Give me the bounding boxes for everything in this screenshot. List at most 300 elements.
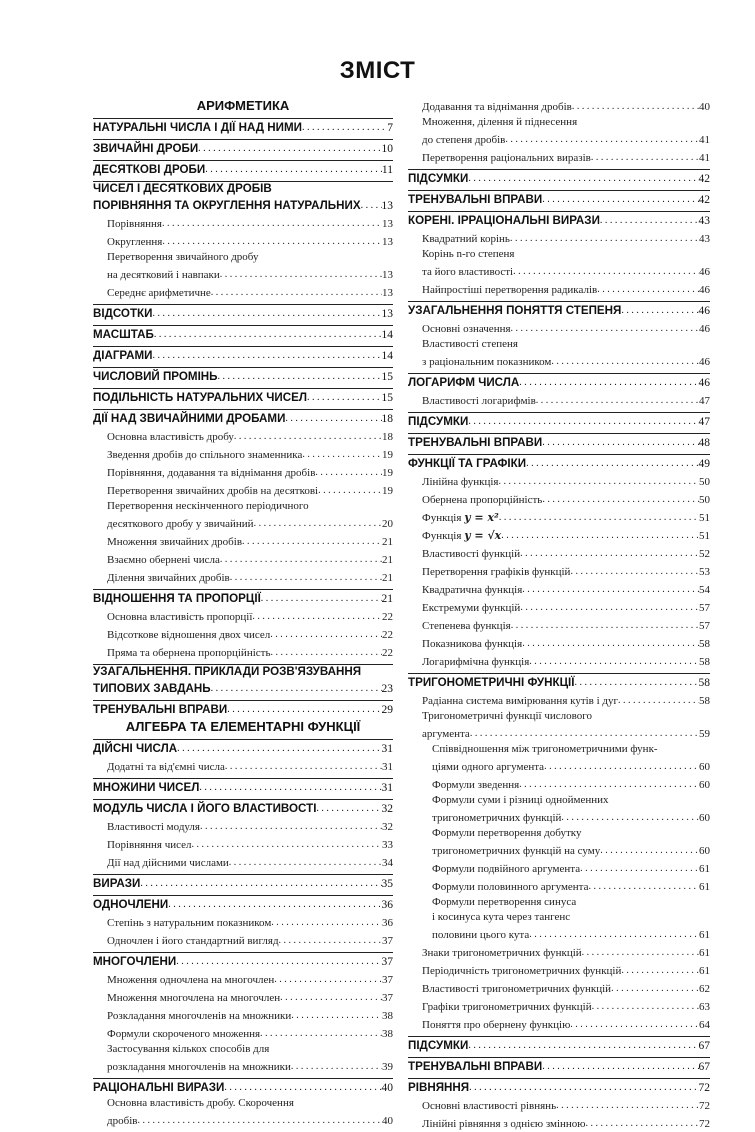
page-number: 62 (699, 983, 710, 995)
page-number: 14 (381, 350, 393, 362)
toc-subentry[interactable] (93, 625, 393, 643)
toc-subentry[interactable] (93, 532, 393, 550)
toc-entry-title: Перетворення звичайних дробів на десяткові (107, 485, 319, 497)
page-number: 11 (381, 164, 393, 176)
toc-heading-entry[interactable] (93, 118, 393, 136)
page-number: 57 (699, 620, 710, 632)
toc-subentry[interactable] (408, 859, 710, 877)
toc-subentry[interactable] (408, 808, 710, 826)
page-number: 22 (382, 611, 393, 623)
page-number: 48 (698, 437, 710, 449)
page-number: 46 (699, 266, 710, 278)
page-number: 13 (382, 269, 393, 281)
dot-leader (470, 726, 699, 742)
dot-leader (618, 693, 699, 709)
toc-entry-title: Обернена пропорційність (422, 494, 543, 506)
toc-subentry[interactable] (93, 643, 393, 661)
dot-leader (582, 945, 699, 961)
dot-leader (302, 447, 382, 463)
dot-leader (205, 162, 382, 178)
dot-leader (570, 1017, 699, 1033)
page-number: 15 (381, 392, 393, 404)
page-number: 19 (382, 449, 393, 461)
formula: y = √x (464, 529, 502, 542)
toc-subentry[interactable] (93, 607, 393, 625)
toc-entry-title: Найпростіші перетворення радикалів (422, 284, 598, 296)
toc-entry-title: до степеня дробів (422, 134, 506, 146)
toc-heading-entry[interactable] (408, 433, 710, 451)
toc-subentry[interactable] (93, 1111, 393, 1129)
page-number: 18 (382, 431, 393, 443)
dot-leader (572, 99, 699, 115)
page-number: 39 (382, 1061, 393, 1073)
toc-entry-title: Радіанна система вимірювання кутів і дуг (422, 695, 619, 707)
toc-entry-title: Ділення звичайних дробів (107, 572, 230, 584)
toc-subentry[interactable] (408, 1114, 710, 1132)
toc-entry-title: ПІДСУМКИ (408, 415, 469, 428)
toc-subentry[interactable] (93, 550, 393, 568)
toc-subentry[interactable] (93, 481, 393, 499)
toc-entry-title: аргумента (422, 728, 470, 740)
dot-leader (153, 348, 382, 364)
toc-subentry[interactable] (408, 691, 710, 709)
toc-entry-line: Перетворення звичайного дробу (107, 251, 259, 263)
page-number: 46 (698, 377, 710, 389)
toc-entry-title: Властивості функцій (422, 548, 521, 560)
toc-subentry[interactable] (93, 913, 393, 931)
toc-entry-title: ТРЕНУВАЛЬНІ ВПРАВИ (93, 703, 228, 716)
toc-heading-entry[interactable] (408, 169, 710, 187)
toc-entry-line: і косинуса кута через тангенс (432, 911, 571, 923)
dot-leader (218, 369, 382, 385)
toc-entry-title: Множення многочлена на многочлен (107, 992, 281, 1004)
dot-leader (162, 216, 382, 232)
page-number: 72 (699, 1100, 710, 1112)
toc-entry-title: ТРИГОНОМЕТРИЧНІ ФУНКЦІЇ (408, 676, 575, 689)
toc-heading-entry[interactable] (408, 190, 710, 208)
toc-entry-line: Тригонометричні функції числового (422, 710, 592, 722)
toc-subentry[interactable] (408, 775, 710, 793)
toc-subentry[interactable] (408, 724, 710, 742)
toc-heading-entry[interactable] (93, 346, 393, 364)
page-number: 61 (699, 947, 710, 959)
dot-leader (154, 327, 382, 343)
toc-subentry[interactable] (93, 817, 393, 835)
page-number: 13 (381, 200, 393, 212)
toc-subentry[interactable] (408, 652, 710, 670)
toc-subentry[interactable] (93, 514, 393, 532)
toc-subentry[interactable] (408, 526, 710, 544)
page-number: 61 (699, 863, 710, 875)
dot-leader (316, 801, 381, 817)
toc-entry-title: Основні означення (422, 323, 511, 335)
toc-entry-title: Множення звичайних дробів (107, 536, 243, 548)
toc-heading-entry[interactable] (93, 778, 393, 796)
dot-leader (621, 963, 699, 979)
dot-leader (511, 618, 699, 634)
toc-heading-entry[interactable] (408, 1078, 710, 1096)
toc-subentry[interactable] (93, 427, 393, 445)
dot-leader (510, 231, 699, 247)
toc-entry-title: ТИПОВИХ ЗАВДАНЬ (93, 682, 211, 695)
toc-heading-entry[interactable] (93, 700, 393, 718)
dot-leader (199, 780, 381, 796)
toc-subentry[interactable] (408, 391, 710, 409)
toc-subentry[interactable] (408, 841, 710, 859)
toc-subentry[interactable] (408, 262, 710, 280)
dot-leader (274, 972, 382, 988)
toc-entry-title: Перетворення графіків функцій (422, 566, 571, 578)
toc-entry-title: Функція y = x² (422, 511, 499, 524)
toc-entry-title: Взаємно обернені числа (107, 554, 220, 566)
dot-leader (600, 843, 699, 859)
toc-subentry[interactable] (408, 508, 710, 526)
page-number: 40 (381, 1082, 393, 1094)
page-number: 58 (699, 695, 710, 707)
toc-entry-title: Логарифмічна функція (422, 656, 530, 668)
dot-leader (177, 741, 381, 757)
toc-heading-entry[interactable] (93, 1078, 393, 1096)
dot-leader (211, 681, 382, 697)
dot-leader (574, 675, 698, 691)
page-number: 31 (381, 743, 393, 755)
page-number: 22 (382, 647, 393, 659)
toc-heading-entry[interactable] (408, 211, 710, 229)
toc-entry-title: ПІДСУМКИ (408, 172, 469, 185)
toc-entry-title: МНОГОЧЛЕНИ (93, 955, 177, 968)
page-number: 37 (382, 974, 393, 986)
toc-entry-title: Середнє арифметичне (107, 287, 211, 299)
page-number: 52 (699, 548, 710, 560)
page-number: 50 (699, 494, 710, 506)
dot-leader (271, 915, 382, 931)
toc-entry-title: Степінь з натуральним показником (107, 917, 272, 929)
toc-column-right (408, 97, 710, 1132)
toc-subentry[interactable] (408, 979, 710, 997)
page-number: 40 (382, 1115, 393, 1127)
page-number: 46 (699, 323, 710, 335)
page-number: 51 (699, 530, 710, 542)
toc-heading-entry[interactable] (408, 1036, 710, 1054)
dot-leader (499, 510, 699, 526)
dot-leader (597, 282, 699, 298)
dot-leader (592, 999, 699, 1015)
toc-entry-title: Основні властивості рівнянь (422, 1100, 557, 1112)
toc-entry-line: Властивості степеня (422, 338, 518, 350)
page-number: 46 (699, 356, 710, 368)
toc-subentry[interactable] (408, 877, 710, 895)
toc-entry-title: ЧИСЛОВИЙ ПРОМІНЬ (93, 370, 218, 383)
page-number: 58 (698, 677, 710, 689)
page-number: 13 (382, 287, 393, 299)
dot-leader (501, 528, 699, 544)
toc-subentry[interactable] (408, 130, 710, 148)
toc-heading-entry[interactable] (408, 373, 710, 391)
page-number: 60 (699, 845, 710, 857)
dot-leader (522, 582, 699, 598)
toc-subentry[interactable] (408, 598, 710, 616)
toc-entry-line: ЧИСЕЛ І ДЕСЯТКОВИХ ДРОБІВ (93, 181, 393, 196)
page-number: 61 (699, 881, 710, 893)
page-number: 67 (698, 1040, 710, 1052)
page-number: 42 (698, 194, 710, 206)
toc-subentry[interactable] (408, 1015, 710, 1033)
toc-entry-title: розкладання многочленів на множники (107, 1061, 291, 1073)
toc-subentry[interactable] (408, 229, 710, 247)
toc-subentry[interactable] (93, 835, 393, 853)
toc-entry-title: Показникова функція (422, 638, 523, 650)
dot-leader (152, 306, 381, 322)
toc-entry-title: ДЕСЯТКОВІ ДРОБИ (93, 163, 206, 176)
toc-subentry[interactable] (93, 970, 393, 988)
page-number: 37 (382, 992, 393, 1004)
dot-leader (198, 141, 381, 157)
toc-subentry[interactable] (408, 580, 710, 598)
toc-entry-title: Лінійні рівняння з однією змінною (422, 1118, 586, 1130)
toc-entry-title: ВИРАЗИ (93, 877, 141, 890)
toc-subentry[interactable] (408, 925, 710, 943)
toc-heading-entry[interactable] (93, 196, 393, 214)
toc-entry-title: та його властивості (422, 266, 514, 278)
toc-heading-entry[interactable] (93, 325, 393, 343)
dot-leader (176, 954, 381, 970)
dot-leader (542, 1059, 698, 1075)
dot-leader (225, 759, 382, 775)
dot-leader (468, 171, 698, 187)
toc-heading-entry[interactable] (93, 679, 393, 697)
toc-subentry[interactable] (408, 472, 710, 490)
toc-entry-title: МАСШТАБ (93, 328, 154, 341)
toc-entry-title: Формули скороченого множення (107, 1028, 261, 1040)
dot-leader (254, 516, 382, 532)
toc-subentry[interactable] (408, 943, 710, 961)
toc-heading-entry[interactable] (93, 388, 393, 406)
dot-leader (513, 264, 699, 280)
toc-column-left (93, 97, 393, 1129)
toc-heading-entry[interactable] (408, 412, 710, 430)
dot-leader (519, 777, 699, 793)
toc-heading-entry[interactable] (408, 1057, 710, 1075)
dot-leader (270, 627, 382, 643)
dot-leader (234, 429, 382, 445)
toc-entry-title: Додавання та віднімання дробів (422, 101, 572, 113)
dot-leader (519, 375, 698, 391)
page-number: 36 (381, 899, 393, 911)
page-number: 46 (698, 305, 710, 317)
toc-subentry[interactable] (93, 1024, 393, 1042)
dot-leader (229, 855, 382, 871)
page-number: 58 (699, 656, 710, 668)
page-number: 64 (699, 1019, 710, 1031)
page-number: 21 (382, 572, 393, 584)
toc-heading-entry[interactable] (93, 160, 393, 178)
toc-subentry[interactable] (408, 616, 710, 634)
page-number: 13 (381, 308, 393, 320)
dot-leader (227, 702, 381, 718)
dot-leader (291, 1059, 382, 1075)
dot-leader (162, 234, 382, 250)
toc-entry-title: ЗВИЧАЙНІ ДРОБИ (93, 142, 199, 155)
toc-subentry[interactable] (93, 988, 393, 1006)
toc-entry-title: Пряма та обернена пропорційність (107, 647, 271, 659)
dot-leader (529, 654, 699, 670)
dot-leader (511, 321, 699, 337)
toc-subentry[interactable] (93, 214, 393, 232)
toc-subentry[interactable] (93, 568, 393, 586)
toc-heading-entry[interactable] (93, 874, 393, 892)
dot-leader (220, 552, 382, 568)
toc-entry-title: Основна властивість пропорції (107, 611, 253, 623)
toc-subentry[interactable] (408, 544, 710, 562)
toc-subentry[interactable] (408, 280, 710, 298)
dot-leader (302, 120, 387, 136)
page-number: 21 (381, 593, 393, 605)
dot-leader (529, 927, 699, 943)
toc-entry-title: ДІАГРАМИ (93, 349, 153, 362)
toc-entry-title: ТРЕНУВАЛЬНІ ВПРАВИ (408, 436, 543, 449)
page-number: 63 (699, 1001, 710, 1013)
toc-subentry[interactable] (93, 1057, 393, 1075)
toc-entry-line: Корінь n-го степеня (422, 248, 515, 260)
toc-entry-title: половини цього кута (432, 929, 530, 941)
toc-heading-entry[interactable] (408, 673, 710, 691)
toc-entry-title: Порівняння чисел (107, 839, 192, 851)
toc-heading-entry[interactable] (408, 301, 710, 319)
toc-entry-line: Формули суми і різниці однойменних (432, 794, 609, 806)
page-number: 58 (699, 638, 710, 650)
toc-entry-line: Перетворення нескінченного періодичного (107, 500, 309, 512)
toc-entry-title: Зведення дробів до спільного знаменника (107, 449, 303, 461)
dot-leader (140, 876, 381, 892)
toc-heading-entry[interactable] (93, 367, 393, 385)
dot-leader (468, 1038, 698, 1054)
toc-entry-title: Формули подвійного аргумента (432, 863, 581, 875)
toc-heading-entry[interactable] (93, 895, 393, 913)
page-number: 19 (382, 467, 393, 479)
page-number: 43 (699, 233, 710, 245)
toc-subentry[interactable] (408, 148, 710, 166)
dot-leader (498, 474, 699, 490)
dot-leader (526, 456, 698, 472)
toc-entry-title: ФУНКЦІЇ ТА ГРАФІКИ (408, 457, 527, 470)
formula: y = x² (464, 511, 499, 524)
toc-entry-title: Одночлен і його стандартний вигляд (107, 935, 279, 947)
page-number: 59 (699, 728, 710, 740)
dot-leader (556, 1098, 699, 1114)
toc-heading-entry[interactable] (408, 454, 710, 472)
page-number: 14 (381, 329, 393, 341)
dot-leader (469, 1080, 698, 1096)
toc-entry-line: УЗАГАЛЬНЕННЯ. ПРИКЛАДИ РОЗВ'ЯЗУВАННЯ (93, 664, 393, 679)
toc-entry-title: Перетворення раціональних виразів (422, 152, 591, 164)
dot-leader (307, 390, 382, 406)
toc-subentry[interactable] (93, 853, 393, 871)
toc-subentry[interactable] (408, 997, 710, 1015)
dot-leader (536, 393, 699, 409)
toc-entry-title: ТРЕНУВАЛЬНІ ВПРАВИ (408, 1060, 543, 1073)
toc-heading-entry[interactable] (93, 799, 393, 817)
toc-heading-entry[interactable] (93, 304, 393, 322)
toc-heading-entry[interactable] (93, 589, 393, 607)
toc-entry-title: Формули половинного аргумента (432, 881, 589, 893)
toc-heading-entry[interactable] (93, 952, 393, 970)
page-number: 60 (699, 761, 710, 773)
toc-entry-title: ВІДНОШЕННЯ ТА ПРОПОРЦІЇ (93, 592, 261, 605)
dot-leader (570, 564, 699, 580)
toc-subentry[interactable] (408, 352, 710, 370)
toc-subentry[interactable] (93, 265, 393, 283)
toc-heading-entry[interactable] (93, 739, 393, 757)
toc-subentry[interactable] (408, 961, 710, 979)
dot-leader (220, 267, 382, 283)
dot-leader (230, 570, 382, 586)
toc-entry-title: ціями одного аргумента (432, 761, 545, 773)
toc-subentry[interactable] (93, 463, 393, 481)
toc-entry-title: Екстремуми функцій (422, 602, 521, 614)
page-number: 57 (699, 602, 710, 614)
toc-entry-title: МОДУЛЬ ЧИСЛА І ЙОГО ВЛАСТИВОСТІ (93, 802, 317, 815)
toc-subentry[interactable] (93, 1006, 393, 1024)
page-number: 32 (381, 803, 393, 815)
page-number: 37 (381, 956, 393, 968)
page-number: 72 (698, 1082, 710, 1094)
page-number: 18 (381, 413, 393, 425)
dot-leader (211, 285, 382, 301)
toc-entry-title: Дії над дійсними числами (107, 857, 229, 869)
page-number: 7 (387, 122, 393, 134)
dot-leader (200, 819, 382, 835)
dot-leader (611, 981, 699, 997)
toc-entry-title: ПІДСУМКИ (408, 1039, 469, 1052)
page-number: 49 (698, 458, 710, 470)
toc-subentry[interactable] (93, 931, 393, 949)
dot-leader (242, 534, 382, 550)
toc-heading-entry[interactable] (93, 139, 393, 157)
toc-entry-line: Основна властивість дробу. Скорочення (107, 1097, 294, 1109)
toc-entry-title: УЗАГАЛЬНЕННЯ ПОНЯТТЯ СТЕПЕНЯ (408, 304, 622, 317)
page-number: 22 (382, 629, 393, 641)
toc-subentry[interactable] (93, 232, 393, 250)
toc-subentry[interactable] (408, 97, 710, 115)
toc-subentry[interactable] (408, 490, 710, 508)
dot-leader (589, 879, 699, 895)
dot-leader (261, 591, 382, 607)
toc-entry-title: на десятковий і навпаки (107, 269, 220, 281)
toc-subentry[interactable] (408, 319, 710, 337)
toc-entry-title: Поняття про обернену функцію (422, 1019, 571, 1031)
section-heading: АЛГЕБРА ТА ЕЛЕМЕНТАРНІ ФУНКЦІЇ (125, 719, 361, 734)
toc-entry-line: Формули перетворення добутку (432, 827, 582, 839)
dot-leader (279, 933, 382, 949)
page-number: 34 (382, 857, 393, 869)
page-number: 61 (699, 929, 710, 941)
page-number: 54 (699, 584, 710, 596)
toc-subentry[interactable] (408, 562, 710, 580)
toc-subentry[interactable] (93, 757, 393, 775)
toc-subentry[interactable] (93, 283, 393, 301)
toc-subentry[interactable] (408, 757, 710, 775)
toc-subentry[interactable] (93, 445, 393, 463)
page-number: 32 (382, 821, 393, 833)
toc-heading-entry[interactable] (93, 409, 393, 427)
toc-subentry[interactable] (408, 634, 710, 652)
toc-entry-title: ЛОГАРИФМ ЧИСЛА (408, 376, 520, 389)
dot-leader (252, 609, 382, 625)
toc-entry-title: ВІДСОТКИ (93, 307, 153, 320)
dot-leader (522, 636, 699, 652)
section-heading: АРИФМЕТИКА (196, 98, 290, 113)
toc-subentry[interactable] (408, 1096, 710, 1114)
